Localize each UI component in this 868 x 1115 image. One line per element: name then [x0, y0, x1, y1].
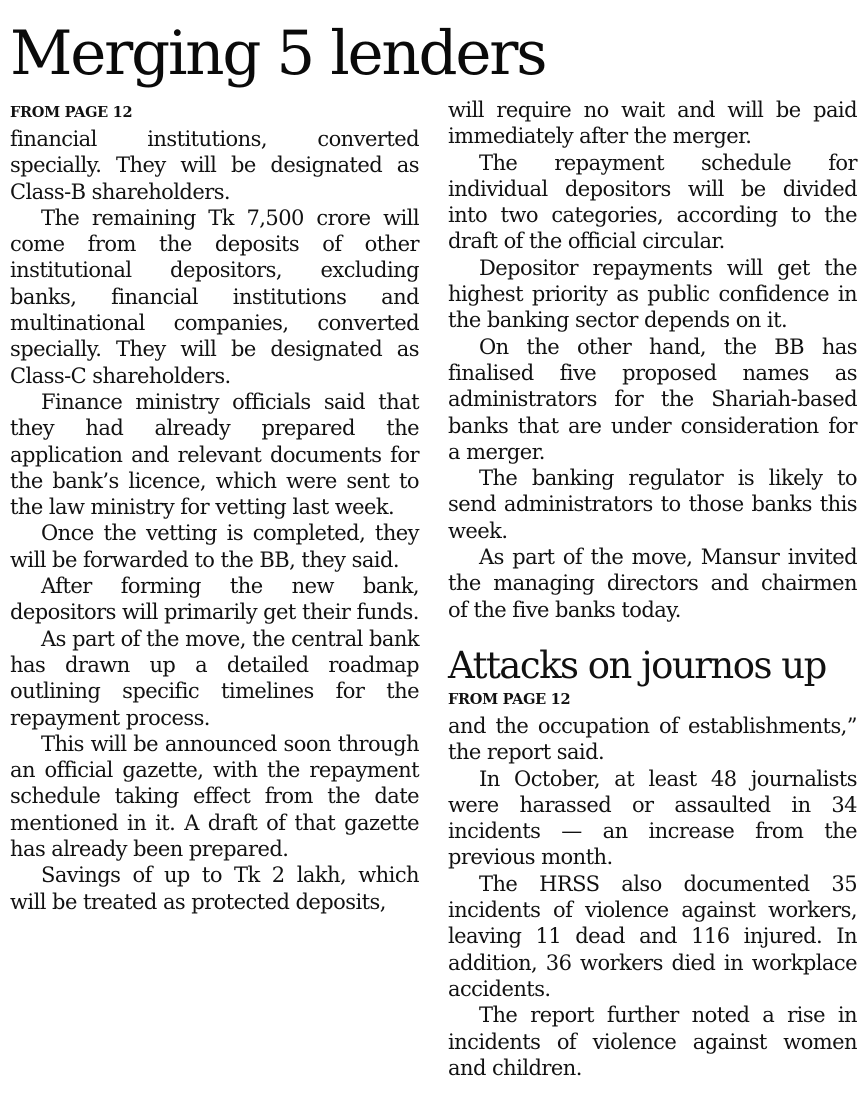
article-paragraph: financial institutions, converted specially. They will be designated as Class-B shareholders.: [10, 127, 419, 204]
article-paragraph: In October, at least 48 journalists were harassed or assaulted in 34 incidents — an increase from the previous month.: [448, 766, 857, 870]
article-headline-merging-lenders: Merging 5 lenders: [10, 18, 546, 89]
article-paragraph: will require no wait and will be paid immediately after the merger.: [448, 98, 857, 149]
article-paragraph: Savings of up to Tk 2 lakh, which will be treated as protected deposits,: [10, 863, 419, 914]
article-paragraph: This will be announced soon through an official gazette, with the repayment schedule taking effect from the date mentioned in it. A draft of that gazette has already been prepared.: [10, 731, 419, 862]
article-paragraph: and the occupation of establishments,” the report said.: [448, 713, 857, 765]
article-paragraph: The repayment schedule for individual depositors will be divided into two categories, according to the draft of the official circular.: [448, 150, 857, 254]
article-paragraph: Depositor repayments will get the highest priority as public confidence in the banking sector depends on it.: [448, 255, 857, 333]
article-paragraph: As part of the move, Mansur invited the managing directors and chairmen of the five banks today.: [448, 545, 857, 622]
article-paragraph: After forming the new bank, depositors will primarily get their funds.: [10, 574, 419, 625]
continuation-label: FROM PAGE 12: [448, 690, 571, 708]
article-column-left: [10, 100, 419, 915]
article-paragraph: The banking regulator is likely to send administrators to those banks this week.: [448, 466, 857, 543]
article-paragraph: Once the vetting is completed, they will be forwarded to the BB, they said.: [10, 521, 419, 572]
article-paragraph: Finance ministry officials said that they had already prepared the application and relevant documents for the bank’s licence, which were sent to the law ministry for vetting last week.: [10, 389, 419, 520]
article-paragraph: The HRSS also documented 35 incidents of violence against workers, leaving 11 dead and 116 injured. In addition, 36 workers died in workplace accidents.: [448, 871, 857, 1001]
continuation-label: FROM PAGE 12: [10, 104, 133, 121]
article-paragraph: As part of the move, the central bank has drawn up a detailed roadmap outlining specific timelines for the repayment process.: [10, 626, 419, 730]
article-column-right: [448, 97, 857, 1081]
article-paragraph: On the other hand, the BB has finalised five proposed names as administrators for the Shariah-based banks that are under consideration for a merger.: [448, 334, 857, 464]
article-paragraph: The report further noted a rise in incidents of violence against women and children.: [448, 1003, 857, 1080]
article-headline-attacks-on-journos: Attacks on journos up: [448, 643, 826, 687]
article-paragraph: The remaining Tk 7,500 crore will come from the deposits of other institutional depositors, excluding banks, financial institutions and multinational companies, converted specially. They will be designated as Class-C shareholders.: [10, 205, 419, 388]
